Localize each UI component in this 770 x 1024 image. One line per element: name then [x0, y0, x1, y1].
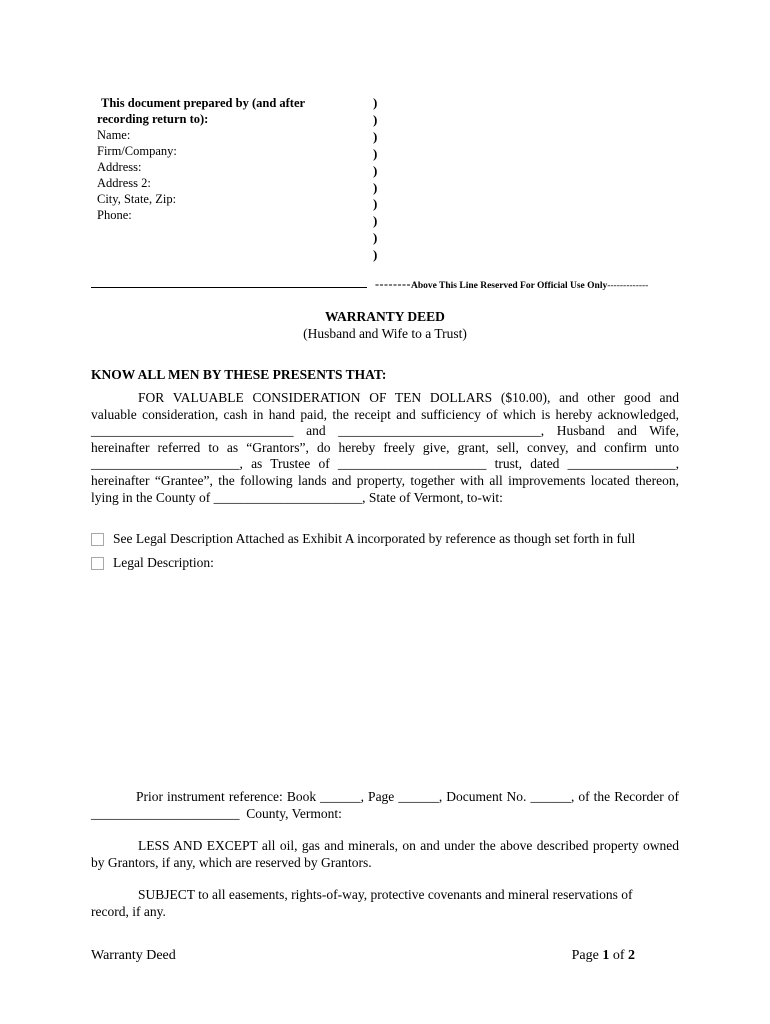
- para-line-text: Prior instrument reference: Book ______, Page ______, Document No. ______, of the Recorder of: [136, 789, 679, 804]
- para-line: [91, 390, 679, 407]
- as-trustee-of: , as Trustee of: [239, 456, 330, 472]
- trust-dated: trust, dated: [494, 456, 560, 472]
- paren: ): [373, 162, 378, 178]
- trust-name-blank[interactable]: ______________________: [337, 456, 487, 472]
- page-total: 2: [628, 948, 635, 963]
- exhibit-a-option[interactable]: [91, 531, 635, 547]
- page-of: of: [612, 948, 625, 963]
- para-line: [91, 473, 679, 490]
- husband-and-wife: , Husband and Wife,: [540, 423, 680, 439]
- paren: ): [373, 213, 378, 229]
- county-prefix: lying in the County of: [91, 489, 211, 505]
- prior-instrument-paragraph: [91, 789, 679, 822]
- para-line-trustee: [91, 456, 679, 473]
- paren: ): [373, 196, 378, 212]
- official-use-notice: [375, 277, 648, 292]
- paren: ): [373, 128, 378, 144]
- consideration-paragraph: [91, 390, 679, 506]
- document-title: WARRANTY DEED: [325, 309, 445, 324]
- para-line: [91, 407, 679, 424]
- para-line: [91, 789, 679, 806]
- legal-description-checkbox[interactable]: [91, 557, 104, 570]
- know-all-heading: KNOW ALL MEN BY THESE PRESENTS THAT:: [91, 367, 387, 382]
- prepared-by-fields: [97, 127, 367, 223]
- parenthesis-column: [373, 95, 377, 264]
- prepared-by-title-line1: This document prepared by (and after: [101, 96, 306, 110]
- prepared-by-title-line2: recording return to):: [97, 112, 209, 126]
- para-line: ______________________ County, Vermont:: [91, 805, 342, 821]
- field-city-state-zip: City, State, Zip:: [97, 192, 177, 206]
- paren: ): [373, 111, 378, 127]
- exhibit-a-checkbox[interactable]: [91, 533, 104, 546]
- para-line: record, if any.: [91, 903, 166, 919]
- paren: ): [373, 247, 378, 263]
- para-line: by Grantors, if any, which are reserved by Grantors.: [91, 854, 372, 870]
- para-line-text: hereinafter referred to as “Grantors”, do hereby freely give, grant, sell, convey, and confirm unto: [91, 439, 679, 455]
- para-line-text: hereinafter “Grantee”, the following lands and property, together with all improvements located thereon,: [91, 472, 679, 488]
- official-use-trail: -------------: [607, 281, 649, 291]
- para-line-text: LESS AND EXCEPT all oil, gas and minerals, on and under the above described property owned: [138, 838, 679, 853]
- trust-date-blank[interactable]: ________________,: [567, 456, 680, 472]
- exhibit-a-label: See Legal Description Attached as Exhibit A incorporated by reference as though set forth in full: [113, 531, 636, 546]
- field-address: Address:: [97, 160, 142, 174]
- paren: ): [373, 145, 378, 161]
- and-word: and: [306, 423, 326, 439]
- para-line-county: [91, 490, 679, 507]
- paren: ): [373, 230, 378, 246]
- para-line-text: FOR VALUABLE CONSIDERATION OF TEN DOLLARS ($10.00), and other good and: [138, 390, 679, 405]
- prepared-by-block: [97, 95, 367, 223]
- less-and-except-paragraph: [91, 838, 679, 871]
- official-use-dashes: --------: [375, 277, 411, 291]
- footer-page-number: [572, 948, 635, 964]
- grantor-2-blank[interactable]: ______________________________: [338, 423, 541, 439]
- document-subtitle: (Husband and Wife to a Trust): [303, 326, 467, 341]
- prepared-by-title: [97, 95, 367, 127]
- footer-document-name: Warranty Deed: [91, 948, 176, 963]
- para-line: SUBJECT to all easements, rights-of-way, protective covenants and mineral reservations of: [138, 887, 633, 902]
- paren: ): [373, 179, 378, 195]
- subject-to-paragraph: [91, 887, 679, 920]
- field-phone: Phone:: [97, 208, 132, 222]
- para-line: [91, 440, 679, 457]
- legal-description-label: Legal Description:: [113, 555, 214, 570]
- page-prefix: Page: [571, 948, 599, 963]
- para-line: [91, 838, 679, 855]
- grantor-1-blank[interactable]: ______________________________: [91, 423, 294, 439]
- field-name: Name:: [97, 128, 131, 142]
- page-current: 1: [602, 948, 610, 963]
- para-line-grantors: [91, 423, 679, 440]
- legal-description-option[interactable]: [91, 555, 214, 571]
- paren: ): [373, 95, 378, 110]
- state-of-vermont: , State of Vermont, to-wit:: [362, 489, 503, 505]
- field-firm: Firm/Company:: [97, 144, 177, 158]
- county-blank[interactable]: ______________________: [213, 489, 363, 505]
- para-line-text: valuable consideration, cash in hand paid, the receipt and sufficiency of which is hereby acknowledged,: [91, 406, 679, 422]
- official-use-text: Above This Line Reserved For Official Use Only: [410, 281, 608, 291]
- field-address-2: Address 2:: [97, 176, 151, 190]
- trustee-blank[interactable]: ______________________: [91, 456, 240, 472]
- recording-divider-line: [91, 287, 367, 288]
